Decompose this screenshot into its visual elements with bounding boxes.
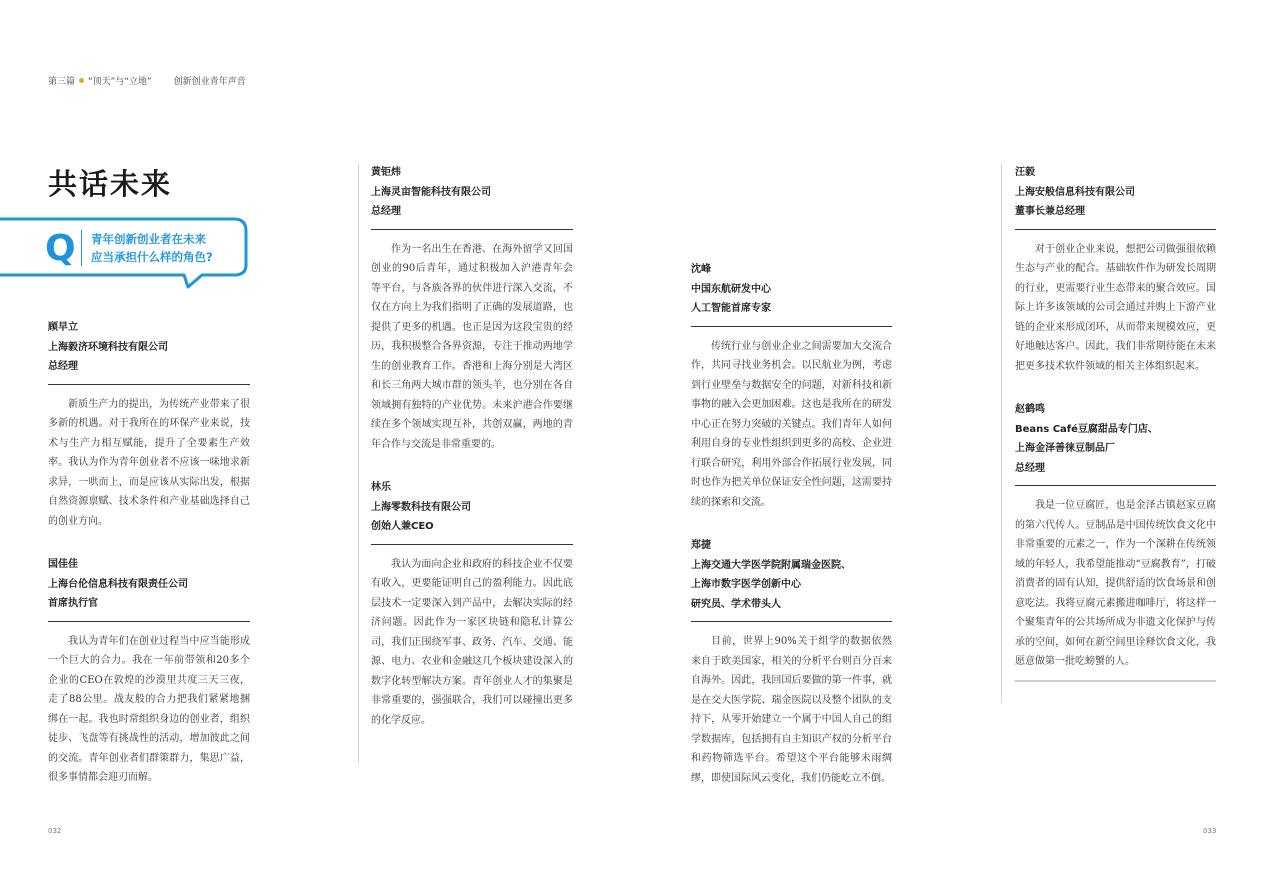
- profile-role: 人工智能首席专家: [691, 303, 771, 314]
- section-subtitle: 创新创业青年声音: [173, 77, 246, 87]
- profile-name: 沈峰: [691, 264, 711, 275]
- profile-role: 董事长兼总经理: [1015, 206, 1085, 217]
- profile-company-2: 上海市数字医学创新中心: [691, 579, 801, 590]
- column-side-rule: [1001, 163, 1002, 703]
- profile-shen: [691, 260, 892, 512]
- profile-statement: 我认为面向企业和政府的科技企业不仅要有收入，更要能证明自己的盈利能力。因此底层技术一定要深入到产品中，去解决实际的经济问题。因此作为一家区块链和隐私计算公司，我们正围绕军事、政务、汽车、交通、能源、电力、农业和金融这几个板块建设深入的数字化转型解决方案。青年创业人才的集聚是非常重要的，强强联合，我们可以碰撞出更多的化学反应。: [371, 558, 573, 726]
- profile-name: 国佳佳: [48, 559, 78, 570]
- profile-gu: [48, 318, 250, 531]
- profile-name: 黄钜炜: [371, 167, 401, 178]
- profile-statement: 作为一名出生在香港、在海外留学又回国创业的90后青年，通过积极加入沪港青年会等平台，与各族各界的伙伴进行深入交流，不仅在方向上为我们指明了正确的发展道路，也提供了更多的机遇。也正是因为这段宝贵的经历，我积极整合各界资源，专注于推动两地学生的创业教育工作。香港和上海分别是大湾区和长三角两大城市群的领头羊，也分别在各自领域拥有独特的产业优势。未来沪港合作要继续在多个领域实现互补，共创双赢，两地的青年合作与交流是非常重要的。: [371, 243, 573, 450]
- divider: [48, 384, 250, 385]
- divider: [1015, 485, 1216, 486]
- profile-name: 林乐: [371, 482, 391, 493]
- divider: [691, 621, 892, 622]
- divider: [48, 621, 250, 622]
- divider: [371, 544, 573, 545]
- profile-name: 汪毅: [1015, 167, 1035, 178]
- question-line-2: 应当承担什么样的角色?: [91, 250, 213, 264]
- profile-company: 上海交通大学医学院附属瑞金医院、: [691, 559, 851, 571]
- running-head: [48, 74, 246, 87]
- profile-role: 总经理: [48, 361, 78, 372]
- page-number-left: 032: [48, 827, 62, 835]
- profile-role: 创始人兼CEO: [371, 521, 434, 532]
- column-side-rule: [358, 163, 359, 763]
- bullet-dot-icon: [79, 78, 84, 83]
- profile-name: 赵鹤鸣: [1015, 404, 1045, 415]
- profile-role: 研究员、学术带头人: [691, 598, 781, 610]
- profile-role: 首席执行官: [48, 598, 98, 609]
- profile-statement: 目前，世界上90%关于组学的数据依然来自于欧美国家，相关的分析平台则百分百来自海外。因此，我回国后要做的第一件事，就是在交大医学院、瑞金医院以及整个团队的支持下，从零开始建立一个属于中国人自己的组学数据库，包括拥有自主知识产权的分析平台和药物筛选平台。希望这个平台能够未雨绸缪，即使国际风云变化，我们仍能屹立不倒。: [691, 636, 892, 784]
- page-number-right: 033: [1203, 827, 1217, 835]
- divider: [371, 229, 573, 230]
- divider: [691, 326, 892, 327]
- profile-wang: [1015, 163, 1216, 376]
- profile-role: 总经理: [1015, 462, 1045, 474]
- question-line-1: 青年创新创业者在未来: [91, 232, 206, 246]
- question-text: [91, 230, 241, 266]
- profile-name: 郑捷: [691, 540, 711, 551]
- profile-statement: 传统行业与创业企业之间需要加大交流合作，共同寻找业务机会。以民航业为例，考虑到行业壁垒与数据安全的问题，对新科技和新事物的融入会更加困难。这也是我所在的研发中心正在努力突破的关键点。我们青年人如何利用自身的专业性组织到更多的高校、企业进行联合研究，利用外部合作拓展行业发展，同时也作为把关单位保证安全性问题，这需要持续的探索和交流。: [691, 340, 892, 508]
- profile-role: 总经理: [371, 206, 401, 217]
- q-divider: [81, 230, 82, 266]
- profile-statement: 我认为青年们在创业过程当中应当能形成一个巨大的合力。我在一年前带领和20多个企业的CEO在敦煌的沙漠里共度三天三夜，走了88公里。战友般的合力把我们紧紧地捆绑在一起。我也时常组织身边的创业者，组织徒步、飞盘等有挑战性的活动，增加彼此之间的交流。青年创业者们群策群力，集思广益，很多事情都会迎刃而解。: [48, 635, 250, 783]
- profile-statement: 对于创业企业来说，想把公司做强很依赖生态与产业的配合。基础软件作为研发长周期的行业，更需要行业生态带来的聚合效应。国际上许多该领域的公司会通过并购上下游产业链的企业来形成闭环，从而带来规模效应，更好地触达客户。因此，我们非常期待能在未来把更多技术软件领域的相关主体组织起来。: [1015, 243, 1216, 372]
- column-2: [371, 163, 573, 754]
- q-icon: Q: [45, 228, 76, 269]
- profile-zheng: [691, 536, 892, 788]
- section-label: “顶天”与“立地”: [88, 77, 152, 87]
- divider: [1015, 229, 1216, 230]
- chapter-label: 第三篇: [48, 77, 76, 87]
- profile-statement: 新质生产力的提出，为传统产业带来了很多新的机遇。对于我所在的环保产业来说，技术与生产力相互赋能，提升了全要素生产效率。我认为作为青年创业者不应该一味地求新求异，一哄而上，而是应该从实际出发，根据自然资源禀赋、技术条件和产业基础选择自己的创业方向。: [48, 398, 250, 527]
- profile-guo: [48, 555, 250, 788]
- profile-company: 上海台伦信息科技有限责任公司: [48, 578, 188, 590]
- profile-company: 上海灵亩智能科技有限公司: [371, 186, 491, 198]
- profile-huang: [371, 163, 573, 454]
- profile-company-2: 上海金泽善徕豆制品厂: [1015, 443, 1115, 454]
- profile-company: 上海安般信息科技有限公司: [1015, 186, 1135, 198]
- profile-company: 上海零数科技有限公司: [371, 501, 471, 513]
- profile-company: 中国东航研发中心: [691, 283, 771, 295]
- column-4: [1015, 163, 1216, 706]
- column-3: [691, 260, 892, 812]
- profile-lin: [371, 478, 573, 730]
- column-1: [48, 318, 250, 812]
- profile-name: 顾早立: [48, 322, 78, 333]
- page-title: 共话未来: [48, 167, 173, 201]
- profile-company: 上海毅济环境科技有限公司: [48, 341, 168, 353]
- profile-company: Beans Café豆腐甜品专门店、: [1015, 423, 1158, 435]
- profile-statement: 我是一位豆腐匠，也是金泽古镇赵家豆腐的第六代传人。豆制品是中国传统饮食文化中非常重要的元素之一，作为一个深耕在传统领域的年轻人，我希望能推动“豆腐教育”，打破消费者的固有认知，提供舒适的饮食场景和创意吃法。我将豆腐元素搬进咖啡厅，将这样一个聚集青年的公共场所成为非遗文化保护与传承的空间，如何在新空间里诠释饮食文化，我愿意做第一批吃螃蟹的人。: [1015, 500, 1216, 667]
- profile-zhao: [1015, 400, 1216, 682]
- end-rule: [1015, 680, 1216, 682]
